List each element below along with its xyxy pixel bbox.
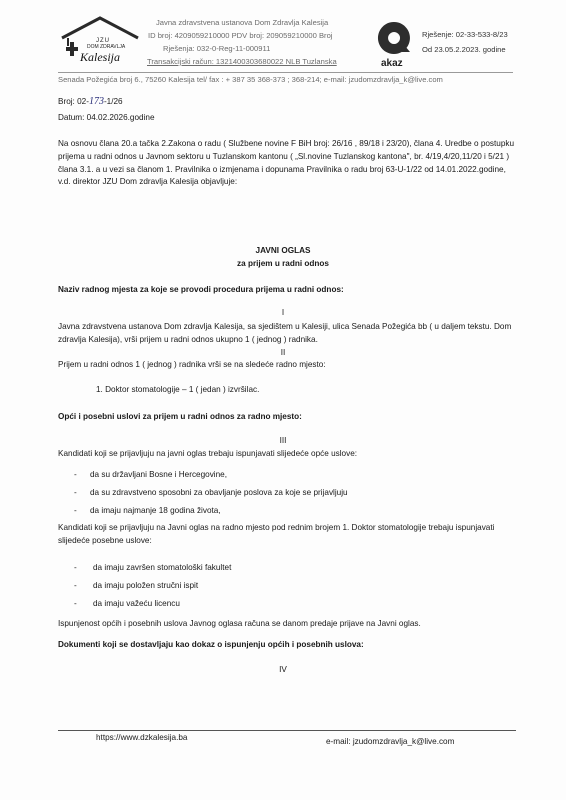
- bank-account: Transakcijski račun: 1321400303680022 NLB Tuzlanska: [147, 57, 337, 66]
- special-condition-item: da imaju položen stručni ispit: [93, 581, 199, 590]
- institution-paragraph: Javna zdravstvena ustanova Dom zdravlja Kalesija, sa sjedištem u Kalesiji, ulica Senada Požegića bb ( u daljem tekstu. Dom zdravlja Kalesija), vrši prijem u radni odnos ukupno 1 ( jednog ) radnika.: [58, 322, 512, 344]
- logo-prefix: JZU: [96, 38, 110, 44]
- general-condition-item: da su državljani Bosne i Hercegovine,: [90, 470, 227, 479]
- position-intro: Prijem u radni odnos 1 ( jednog ) radnika vrši se na sledeće radno mjesto:: [58, 360, 326, 369]
- fulfilment-note: Ispunjenost općih i posebnih uslova Javnog oglasa računa se danom predaje prijave na Javni oglas.: [58, 619, 421, 628]
- intro-paragraph: Na osnovu člana 20.a tačka 2.Zakona o radu ( Službene novine F BiH broj: 26/16 , 89/18 i 23/20), člana 4. Uredbe o postupku prijema u radni odnos u Javnom sektoru u Tuzlanskom kantonu ( „Sl.novine Tuzlanskog kantona", br. 4/19,4/20,11/20 i 5/21 ) člana 3.1. a u vezi sa članom 1. Pravilnika o izmjenama i dopunama Pravilnika o radu broj 63-U-1/22 od 14.01.2022.godine, v.d. direktor JZU Dom zdravlja Kalesija objavljuje:: [58, 139, 515, 187]
- logo-subtitle: DOM ZDRAVLJA: [87, 44, 126, 50]
- special-condition-item: da imaju završen stomatološki fakultet: [93, 563, 232, 572]
- special-condition-item: da imaju važeću licencu: [93, 599, 180, 608]
- broj-prefix: Broj: 02-: [58, 97, 89, 106]
- position-heading: Naziv radnog mjesta za koje se provodi procedura prijema u radni odnos:: [58, 285, 344, 294]
- address-line: Senada Požegića broj 6., 75260 Kalesija tel/ fax : + 387 35 368-373 ; 368-214; e-mail: jzudomzdravlja_k@live.com: [58, 75, 443, 84]
- notice-subtitle: za prijem u radni odnos: [237, 259, 329, 268]
- general-condition-item: da su zdravstveno sposobni za obavljanje poslova za koje se prijavljuju: [90, 488, 348, 497]
- list-dash: -: [74, 506, 77, 515]
- broj-handwritten: 173: [88, 96, 104, 107]
- document-number: [58, 95, 123, 109]
- header-divider: [58, 72, 513, 73]
- list-dash: -: [74, 488, 77, 497]
- akaz-rjesenje: Rješenje: 02-33-533-8/23: [422, 30, 508, 39]
- section-numeral-3: III: [279, 436, 287, 445]
- position-item: 1. Doktor stomatologije – 1 ( jedan ) izvršilac.: [96, 385, 260, 394]
- list-dash: -: [74, 470, 77, 479]
- documents-heading: Dokumenti koji se dostavljaju kao dokaz o ispunjenju općih i posebnih uslova:: [58, 640, 364, 649]
- logo-town: Kalesija: [80, 50, 121, 64]
- akaz-label: akaz: [381, 58, 403, 69]
- conditions-heading: Opći i posebni uslovi za prijem u radni odnos za radno mjesto:: [58, 412, 302, 421]
- section-numeral-2: II: [280, 348, 286, 357]
- list-dash: -: [74, 563, 77, 572]
- list-dash: -: [74, 599, 77, 608]
- list-dash: -: [74, 581, 77, 590]
- akaz-date: Od 23.05.2.2023. godine: [422, 45, 506, 54]
- document-date: Datum: 04.02.2026.godine: [58, 113, 155, 122]
- notice-title: JAVNI OGLAS: [255, 246, 311, 255]
- section-numeral-1: I: [281, 308, 285, 317]
- footer-website[interactable]: https://www.dzkalesija.ba: [96, 733, 188, 742]
- institution-ids: ID broj: 4209059210000 PDV broj: 209059210000 Broj: [148, 31, 333, 40]
- registration-number: Rješenja: 032-0-Reg-11-000911: [163, 44, 271, 53]
- section-numeral-4: IV: [279, 665, 287, 674]
- general-condition-item: da imaju najmanje 18 godina života,: [90, 506, 221, 515]
- footer-email[interactable]: e-mail: jzudomzdravlja_k@live.com: [326, 737, 455, 746]
- special-conditions-intro: Kandidati koji se prijavljuju na Javni oglas na radno mjesto pod rednim brojem 1. Doktor stomatologije trebaju ispunjavati slijedeće posebne uslove:: [58, 523, 495, 545]
- broj-suffix: -1/26: [103, 97, 123, 106]
- institution-name: Javna zdravstvena ustanova Dom Zdravlja Kalesija: [156, 18, 329, 27]
- general-conditions-intro: Kandidati koji se prijavljuju na javni oglas trebaju ispunjavati slijedeće opće uslove:: [58, 449, 358, 458]
